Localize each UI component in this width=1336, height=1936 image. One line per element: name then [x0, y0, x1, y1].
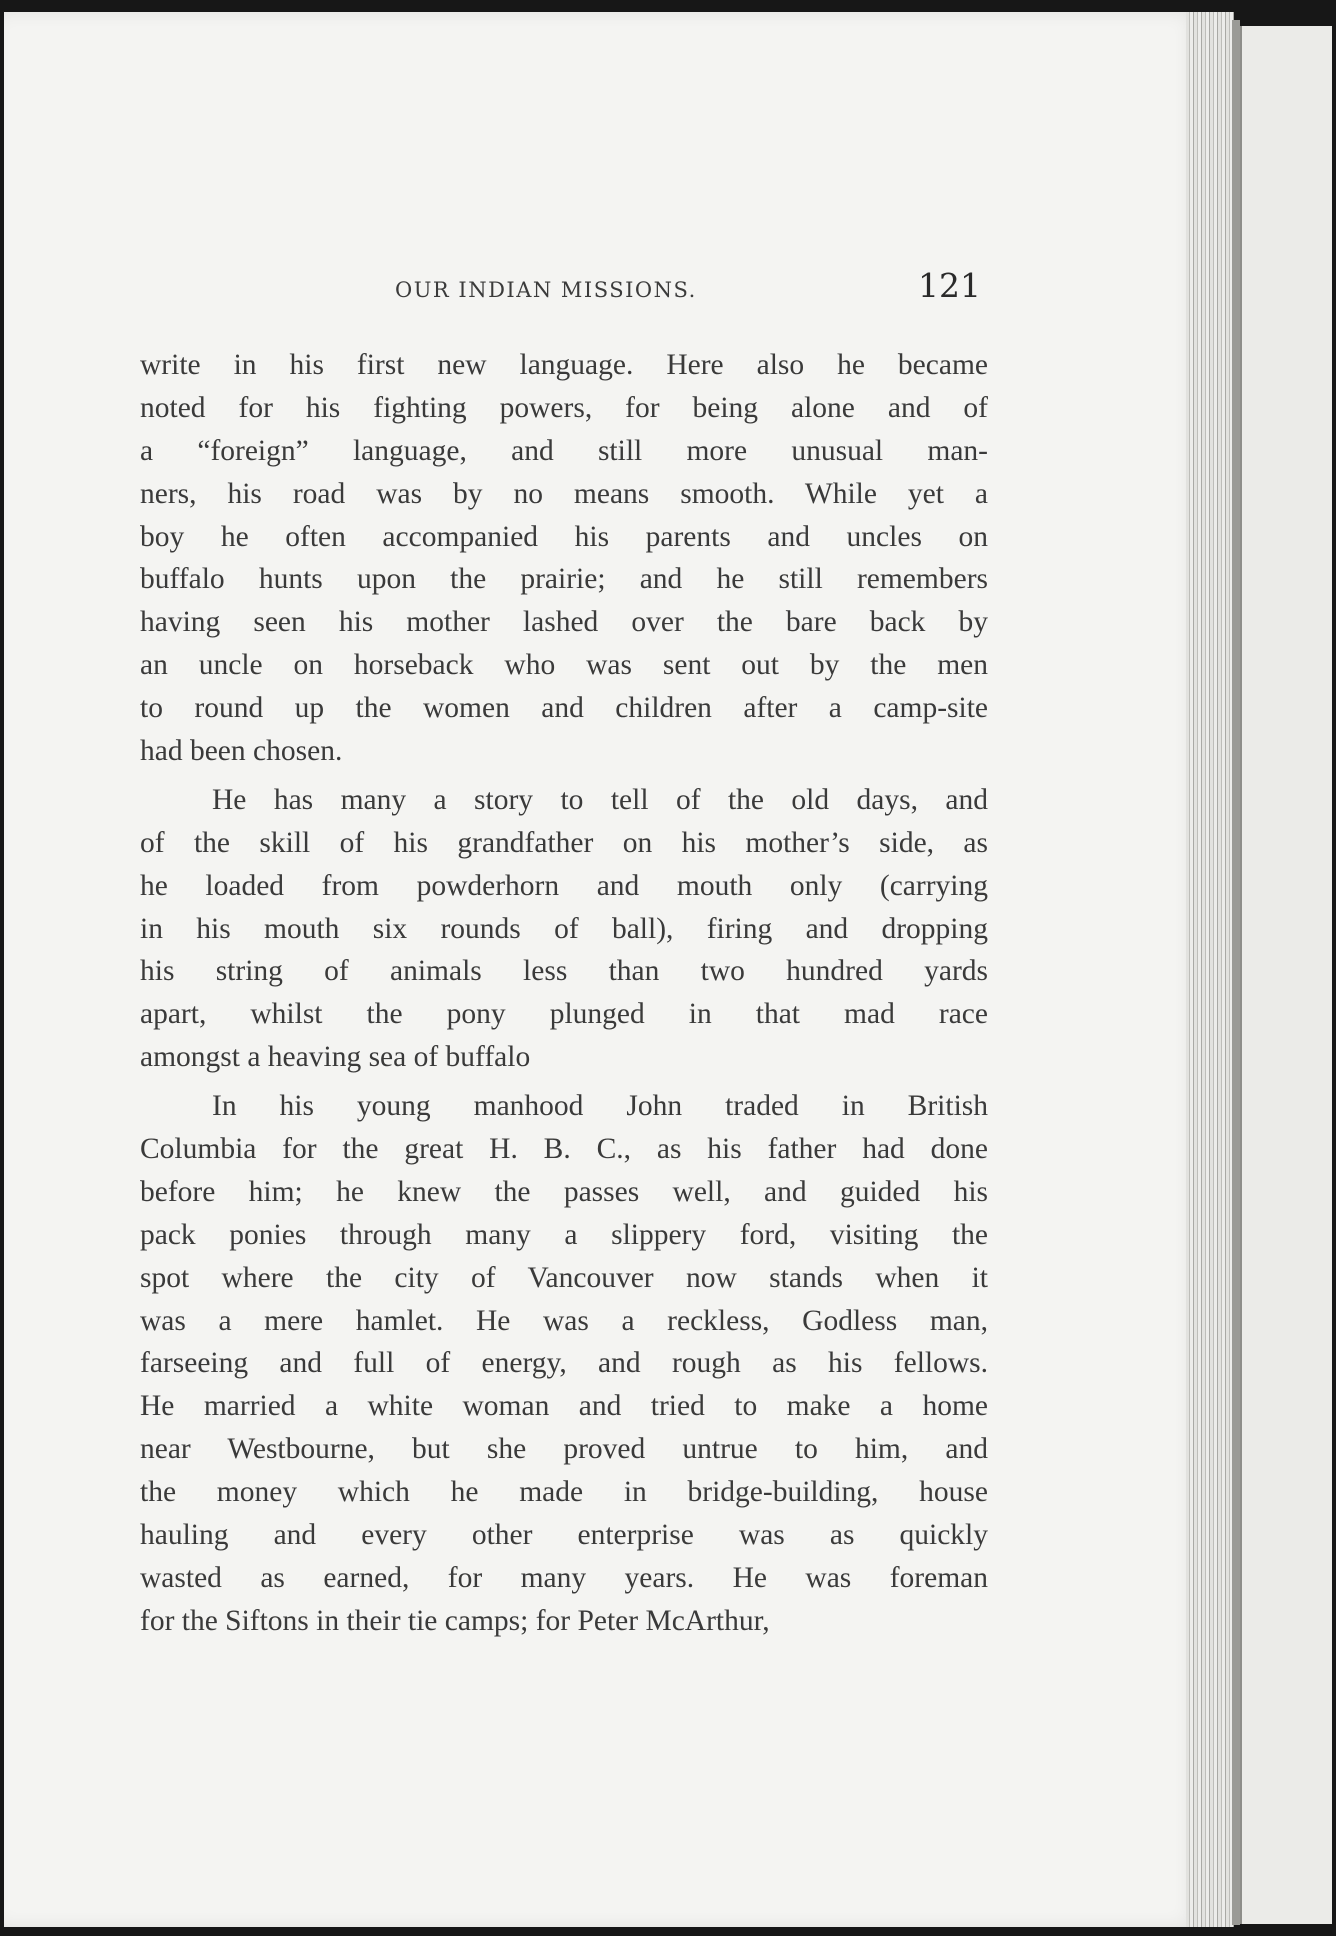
text-line: wasted as earned, for many years. He was foreman [140, 1561, 988, 1594]
page-edges [1186, 12, 1234, 1927]
text-line: had been chosen. [140, 735, 343, 768]
text-line: near Westbourne, but she proved untrue to him, and [140, 1433, 988, 1466]
text-line: his string of animals less than two hundred yards [140, 955, 988, 988]
body-text [140, 344, 988, 1643]
text-line: farseeing and full of energy, and rough as his fellows. [140, 1347, 988, 1380]
text-line: to round up the women and children after a camp-site [140, 692, 988, 725]
text-line: for the Siftons in their tie camps; for Peter McArthur, [140, 1604, 770, 1637]
text-line: apart, whilst the pony plunged in that mad race [140, 998, 988, 1031]
text-line: before him; he knew the passes well, and guided his [140, 1175, 988, 1208]
running-head-title: OUR INDIAN MISSIONS. [395, 278, 697, 302]
text-line: Columbia for the great H. B. C., as his father had done [140, 1133, 988, 1166]
paragraph [140, 779, 988, 1079]
paragraph [140, 1085, 988, 1643]
text-line: He has many a story to tell of the old days, and [212, 783, 988, 816]
text-line: he loaded from powderhorn and mouth only (carrying [140, 869, 988, 902]
text-line: in his mouth six rounds of ball), firing and dropping [140, 912, 988, 945]
paragraph [140, 344, 988, 773]
text-line: was a mere hamlet. He was a reckless, Godless man, [140, 1304, 988, 1337]
text-line: write in his first new language. Here also he became [140, 349, 988, 381]
text-line: ners, his road was by no means smooth. While yet a [140, 477, 988, 510]
text-line: amongst a heaving sea of buffalo [140, 1041, 531, 1074]
text-line: pack ponies through many a slippery ford, visiting the [140, 1218, 988, 1251]
text-line: He married a white woman and tried to make a home [140, 1390, 988, 1423]
text-line: In his young manhood John traded in British [212, 1090, 988, 1123]
running-head [395, 266, 985, 312]
text-line: a “foreign” language, and still more unusual man- [140, 434, 988, 467]
page-edges-shadow [1232, 20, 1240, 1925]
text-line: buffalo hunts upon the prairie; and he still remembers [140, 563, 988, 596]
text-line: an uncle on horseback who was sent out by the men [140, 649, 988, 682]
text-line: the money which he made in bridge-building, house [140, 1476, 988, 1509]
text-line: noted for his fighting powers, for being alone and of [140, 391, 988, 424]
text-line: spot where the city of Vancouver now stands when it [140, 1261, 988, 1294]
page-number: 121 [918, 266, 981, 305]
text-line: of the skill of his grandfather on his mother’s side, as [140, 826, 988, 859]
book-cover [1240, 26, 1332, 1924]
text-line: having seen his mother lashed over the bare back by [140, 606, 988, 639]
text-line: hauling and every other enterprise was as quickly [140, 1519, 988, 1552]
text-line: boy he often accompanied his parents and uncles on [140, 520, 988, 553]
